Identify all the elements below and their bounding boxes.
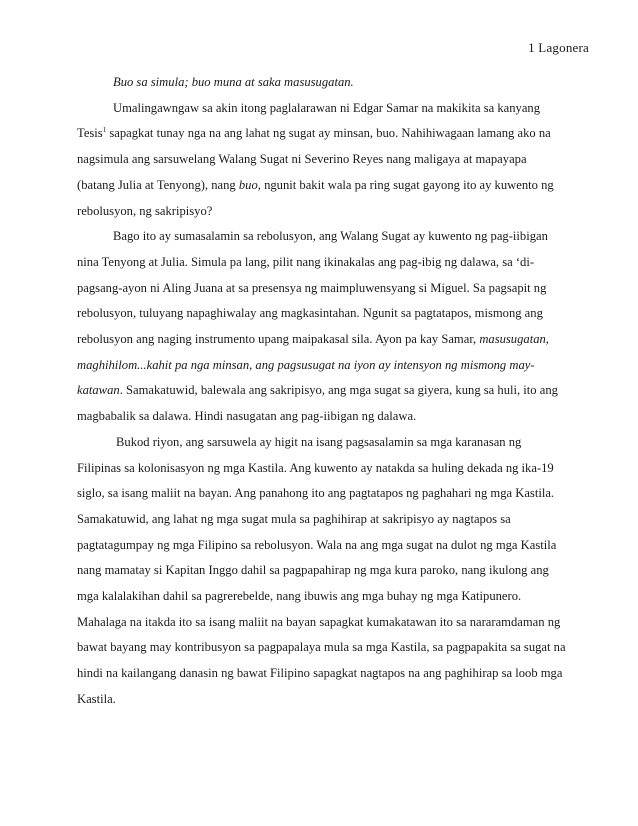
paragraph-1-text-a: Umalingawngaw sa akin itong paglalarawan ni Edgar Samar na makikita sa kanyang Tesis — [77, 100, 541, 141]
paragraph-1-text-b: sapagkat tunay nga na ang lahat ng sugat ay minsan, buo. Nahihiwagaan lamang ako na nagsimula ang sarsuwelang Walang Sugat ni Severino Reyes nang maligaya at mapayapa (batang Julia at Tenyong), nang — [77, 126, 551, 192]
paragraph-2-text-b: . Samakatuwid, balewala ang sakripisyo, ang mga sugat sa giyera, kung sa huli, ito ang magbabalik sa dalawa. Hindi nasugatan ang pag-iibigan ng dalawa. — [77, 383, 558, 424]
paragraph-2-quote: masusugatan, maghihilom...kahit pa nga minsan, ang pagsusugat na iyon ay intensyon ng mismong may-katawan — [77, 332, 549, 398]
paragraph-2-text-a: Bago ito ay sumasalamin sa rebolusyon, ang Walang Sugat ay kuwento ng pag-iibigan nina Tenyong at Julia. Simula pa lang, pilit nang ikinakalas ang pag-ibig ng dalawa, sa ‘di-pagsang-ayon ni Aling Juana at sa presensya ng maimpluwensyang si Miguel. Sa pagsapit ng rebolusyon, tuluyang napaghiwalay ang magkasintahan. Ngunit sa pagtatapos, mismong ang rebolusyon ang naging instrumento upang maipakasal sila. Ayon pa kay Samar, — [77, 229, 548, 347]
paragraph-3: Bukod riyon, ang sarsuwela ay higit na isang pagsasalamin sa mga karanasan ng Filipinas sa kolonisasyon ng mga Kastila. Ang kuwento ay natakda sa huling dekada ng ika-19 siglo, sa isang maliit na bayan. Ang panahong ito ang pagtatapos ng paghahari ng mga Kastila. Samakatuwid, ang lahat ng mga sugat mula sa paghihirap at sakripisyo ay nagtapos sa pagtatagumpay ng mga Filipino sa rebolusyon. Wala na ang mga sugat na dulot ng mga Kastila nang mamatay si Kapitan Inggo dahil sa pagpapahirap ng mga kura paroko, nang ikulong ang mga kalalakihan dahil sa pagrerebelde, nang ibuwis ang mga buhay ng mga Katipunero. Mahalaga na itakda ito sa isang maliit na bayan sapagkat kumakatawan ito sa nararamdaman ng bawat bayang may kontribusyon sa pagpapalaya mula sa mga Kastila, sa pagpapakita sa sugat na hindi na kailangang danasin ng bawat Filipino sapagkat nagtapos na ang paghihirap sa loob mga Kastila. — [77, 434, 566, 706]
paragraph-2 — [77, 224, 567, 430]
document-body — [77, 70, 567, 713]
footnote-marker: 1 — [102, 126, 107, 135]
epigraph: Buo sa simula; buo muna at saka masusugatan. — [113, 75, 354, 89]
paragraph-1-emphasis: buo — [238, 177, 258, 192]
paragraph-1-text-c: , ngunit bakit wala pa ring sugat gayong ito ay kuwento ng rebolusyon, ng sakripisyo? — [77, 177, 554, 218]
paragraph-1 — [77, 96, 567, 225]
page-header: 1 Lagonera — [528, 40, 589, 55]
